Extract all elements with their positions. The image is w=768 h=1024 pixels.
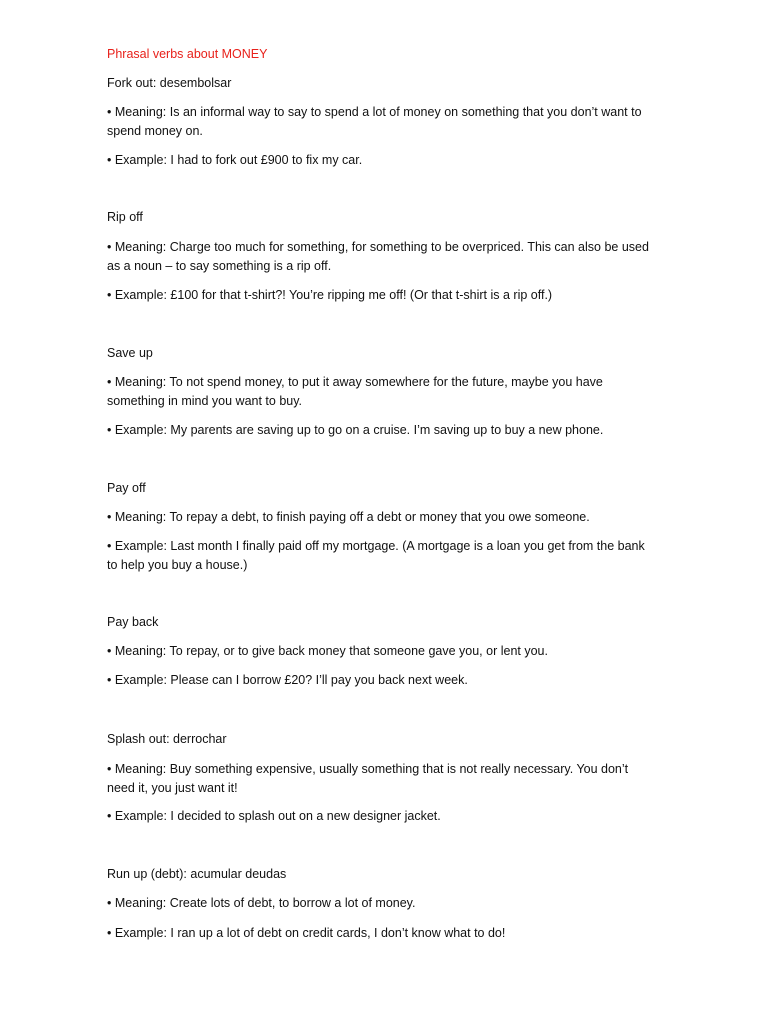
entry-heading-splash-out: Splash out: derrochar: [107, 732, 227, 746]
entry-heading-save-up: Save up: [107, 346, 153, 360]
entry-meaning-fork-out: • Meaning: Is an informal way to say to spend a lot of money on something that you don’t want to: [107, 105, 642, 119]
entry-meaning-save-up: • Meaning: To not spend money, to put it away somewhere for the future, maybe you have: [107, 375, 603, 389]
entry-heading-rip-off: Rip off: [107, 210, 143, 224]
entry-meaning-pay-back: • Meaning: To repay, or to give back money that someone gave you, or lent you.: [107, 644, 548, 658]
entry-example-pay-off: • Example: Last month I finally paid off my mortgage. (A mortgage is a loan you get from the bank: [107, 539, 645, 553]
entry-heading-pay-off: Pay off: [107, 481, 146, 495]
entry-heading-pay-back: Pay back: [107, 615, 159, 629]
entry-meaning-splash-out: • Meaning: Buy something expensive, usually something that is not really necessary. You don’t: [107, 762, 629, 776]
entry-meaning-pay-off: • Meaning: To repay a debt, to finish paying off a debt or money that you owe someone.: [107, 510, 590, 524]
entry-example-pay-off-cont: to help you buy a house.): [107, 558, 248, 572]
entry-meaning-run-up: • Meaning: Create lots of debt, to borrow a lot of money.: [107, 896, 416, 910]
entry-meaning-fork-out-cont: spend money on.: [107, 124, 203, 138]
document-title: Phrasal verbs about MONEY: [107, 47, 268, 61]
entry-meaning-rip-off-cont: as a noun – to say something is a rip off.: [107, 259, 332, 273]
entry-example-save-up: • Example: My parents are saving up to go on a cruise. I’m saving up to buy a new phone.: [107, 423, 604, 437]
entry-example-rip-off: • Example: £100 for that t-shirt?! You’re ripping me off! (Or that t-shirt is a rip off.): [107, 288, 553, 302]
entry-example-splash-out: • Example: I decided to splash out on a new designer jacket.: [107, 809, 441, 823]
entry-meaning-splash-out-cont: need it, you just want it!: [107, 781, 238, 795]
entry-example-fork-out: • Example: I had to fork out £900 to fix my car.: [107, 153, 363, 167]
entry-heading-fork-out: Fork out: desembolsar: [107, 76, 232, 90]
entry-example-pay-back: • Example: Please can I borrow £20? I’ll pay you back next week.: [107, 673, 468, 687]
entry-example-run-up: • Example: I ran up a lot of debt on credit cards, I don’t know what to do!: [107, 926, 506, 940]
entry-meaning-rip-off: • Meaning: Charge too much for something, for something to be overpriced. This can also be used: [107, 240, 649, 254]
entry-heading-run-up: Run up (debt): acumular deudas: [107, 867, 287, 881]
entry-meaning-save-up-cont: something in mind you want to buy.: [107, 394, 303, 408]
